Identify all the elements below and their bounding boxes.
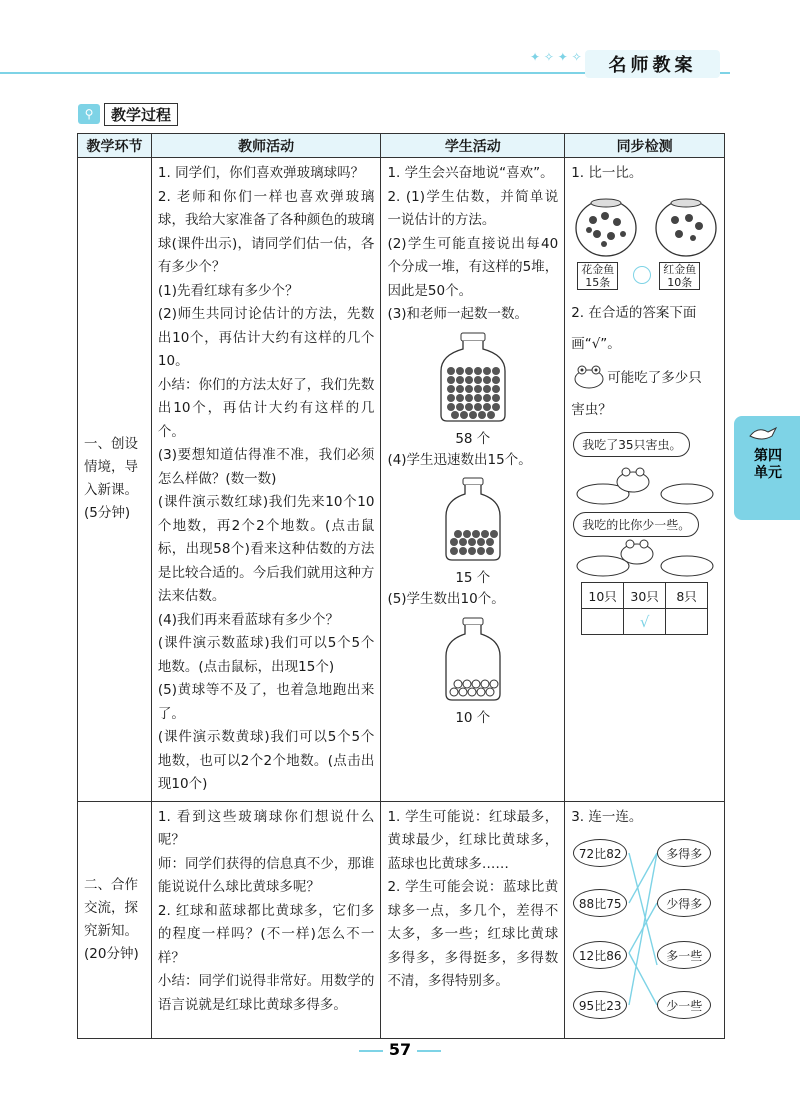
header-student: 学生活动	[381, 134, 565, 158]
stage-cell	[78, 158, 152, 802]
teacher-para: 小结：同学们说得非常好。用数学的语言说就是红球比黄球多得多。	[157, 973, 375, 1013]
fish-right-count: 10条	[667, 275, 693, 289]
table-row	[78, 158, 725, 802]
student-para: (3)和老师一起数一数。	[387, 306, 529, 322]
jar-yellow	[387, 616, 558, 706]
frog-icon	[571, 363, 607, 389]
jar-red-caption: 58 个	[455, 430, 491, 447]
page-number-dash-left	[359, 1050, 383, 1052]
match-exercise	[571, 829, 718, 1025]
left-item-4[interactable]: 95比23	[573, 991, 627, 1019]
student-para: (5)学生数出10个。	[387, 591, 505, 607]
stage-text: 二、合作交流，探究新知。(20分钟)	[84, 876, 139, 962]
teacher-para: 2. 红球和蓝球都比黄球多，它们多的程度一样吗？(不一样)怎么不一样？	[157, 902, 375, 966]
check-cell	[565, 158, 725, 802]
header-stage: 教学环节	[78, 134, 152, 158]
student-para: 1. 学生会兴奋地说“喜欢”。	[387, 165, 554, 181]
jar-blue	[387, 476, 558, 566]
teacher-para: (3)要想知道估得准不准，我们必须怎么样做？(数一数)	[157, 447, 375, 487]
fish-left-count: 15条	[585, 275, 611, 289]
jar-red	[387, 331, 558, 427]
teacher-para: (1)先看红球有多少个？	[157, 282, 299, 299]
teacher-para: (2)师生共同讨论估计的方法，先数出10个，再估计大约有这样的几个10。	[157, 306, 375, 369]
teacher-para: (课件演示数红球)我们先来10个10个地数，再2个2个地数。(点击鼠标，出现58个)看来这种估数的方法是比较合适的。今后我们就用这种方法来估数。	[157, 494, 375, 604]
unit-side-tab-label: 第四单元	[754, 448, 782, 481]
header-teacher: 教师活动	[151, 134, 381, 158]
check-q2-line4: 害虫？	[571, 401, 612, 418]
frog-dialog	[571, 426, 718, 576]
section-title	[78, 102, 178, 126]
option-30: 30只	[624, 583, 666, 609]
frogs-lily-pads-2	[575, 534, 715, 584]
answer-table	[581, 582, 708, 635]
fish-compare	[571, 186, 718, 294]
fish-left-label	[577, 262, 618, 290]
left-item-1[interactable]: 72比82	[573, 839, 627, 867]
check-q2-line1: 2. 在合适的答案下面	[571, 304, 697, 321]
answer-marks-row	[582, 609, 708, 635]
jar-blue-caption: 15 个	[455, 570, 491, 586]
student-para: (2)学生可能直接说出每40个分成一堆，有这样的5堆，因此是50个。	[387, 235, 559, 299]
jar-yellow-icon	[438, 616, 508, 702]
teacher-para: 小结：你们的方法太好了，我们先数出10个，再估计大约有这样的几个。	[157, 376, 375, 440]
bird-icon	[748, 424, 778, 442]
teacher-para: 1. 同学们，你们喜欢弹玻璃球吗？	[157, 165, 365, 181]
teacher-para: (课件演示数黄球)我们可以5个5个地数，也可以2个2个地数。(点击出现10个)	[157, 729, 375, 792]
check-cell	[565, 801, 725, 1038]
header-check: 同步检测	[565, 134, 725, 158]
pin-icon: ⚲	[78, 104, 100, 124]
page-number-dash-right	[417, 1050, 441, 1052]
mark-cell-1[interactable]	[582, 609, 624, 635]
jar-yellow-caption: 10 个	[455, 709, 491, 726]
fish-bowls-icon	[571, 190, 721, 260]
left-item-2[interactable]: 88比75	[573, 889, 627, 917]
answer-options-row	[582, 583, 708, 609]
frogs-lily-pads-1	[575, 456, 715, 508]
student-para: (4)学生迅速数出15个。	[387, 451, 532, 468]
teacher-para: (5)黄球等不及了，也着急地跑出来了。	[157, 682, 375, 722]
left-item-3[interactable]: 12比86	[573, 941, 627, 969]
teacher-para: (课件演示数蓝球)我们可以5个5个地数。(点击鼠标，出现15个)	[157, 635, 375, 675]
lesson-table	[77, 133, 725, 1039]
check-q2-line2: 画“√”。	[571, 336, 621, 352]
student-para: 2. (1)学生估数，并简单说一说估计的方法。	[387, 188, 559, 228]
brand-title: 名师教案	[585, 50, 720, 78]
table-header-row	[78, 134, 725, 158]
jar-red-icon	[433, 331, 513, 423]
option-8: 8只	[666, 583, 708, 609]
page-number-value: 57	[388, 1040, 412, 1059]
star-decoration: ✦ ✧ ✦ ✧	[530, 50, 582, 64]
teacher-cell	[151, 801, 381, 1038]
student-para: 1. 学生可能说：红球最多，黄球最少，红球比黄球多，蓝球也比黄球多……	[387, 808, 559, 872]
frog-bubble-1: 我吃了35只害虫。	[573, 432, 690, 457]
mark-cell-2[interactable]: √	[624, 609, 666, 635]
fish-left-name: 花金鱼	[581, 262, 615, 276]
check-q3: 3. 连一连。	[571, 808, 643, 825]
page-number	[0, 1040, 800, 1059]
student-para: 2. 学生可能会说：蓝球比黄球多一点，多几个，差得不太多，多一些；红球比黄球多得多，多得挺多，多得数不清，多得特别多。	[387, 879, 559, 989]
teacher-para: 1. 看到这些玻璃球你们想说什么呢？	[157, 808, 375, 848]
check-q1: 1. 比一比。	[571, 165, 643, 181]
option-10: 10只	[582, 583, 624, 609]
right-item-2[interactable]: 少得多	[657, 889, 711, 917]
student-cell	[381, 801, 565, 1038]
table-row	[78, 801, 725, 1038]
student-cell	[381, 158, 565, 802]
fish-right-label	[659, 262, 700, 290]
right-item-1[interactable]: 多得多	[657, 839, 711, 867]
right-item-4[interactable]: 少一些	[657, 991, 711, 1019]
jar-blue-icon	[438, 476, 508, 562]
frog-question	[571, 363, 718, 389]
teacher-cell	[151, 158, 381, 802]
right-item-3[interactable]: 多一些	[657, 941, 711, 969]
teacher-para: 师：同学们获得的信息真不少，那谁能说说什么球比黄球多呢？	[157, 855, 375, 895]
check-q2-line3: 可能吃了多少只	[607, 369, 702, 386]
fish-right-name: 红金鱼	[663, 262, 697, 276]
unit-side-tab[interactable]	[734, 416, 800, 520]
frog-bubble-2: 我吃的比你少一些。	[573, 512, 699, 537]
stage-text: 一、创设情境，导入新课。(5分钟)	[84, 436, 138, 522]
teacher-para: 2. 老师和你们一样也喜欢弹玻璃球，我给大家准备了各种颜色的玻璃球(课件出示)，请同学们估一估，各有多少个？	[157, 188, 375, 275]
section-title-text: 教学过程	[104, 103, 178, 126]
stage-cell	[78, 801, 152, 1038]
compare-circle[interactable]	[633, 266, 651, 284]
teacher-para: (4)我们再来看蓝球有多少个？	[157, 611, 340, 628]
mark-cell-3[interactable]	[666, 609, 708, 635]
